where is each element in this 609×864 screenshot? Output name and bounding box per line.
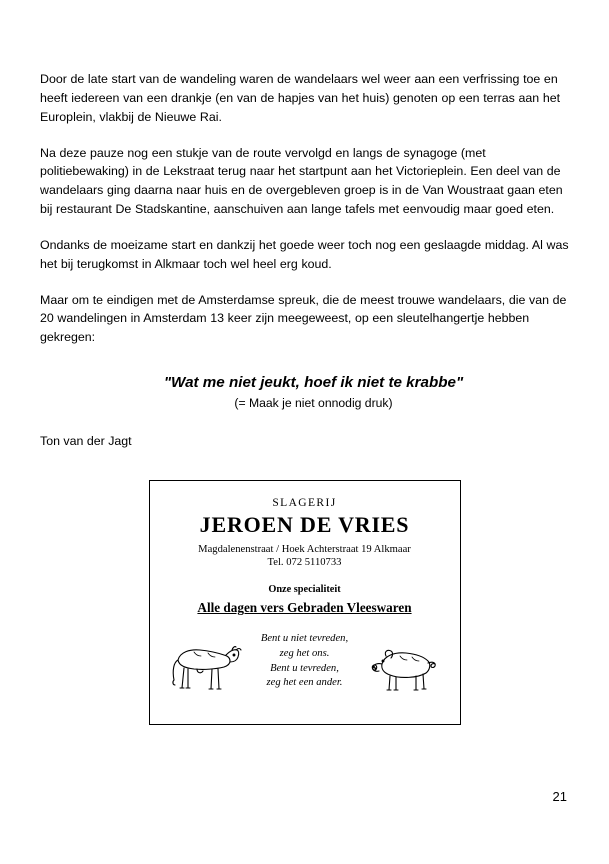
paragraph-4: Maar om te eindigen met de Amsterdamse spreuk, die de meest trouwe wandelaars, die van de 20 wandelingen in Amsterdam 13 keer zijn meegeweest, op een sleutelhangertje hebben gekregen: <box>40 292 567 345</box>
quote-main-text: "Wat me niet jeukt, hoef ik niet te krabbe" <box>163 374 464 392</box>
ad-telephone: Tel. 072 5110733 <box>267 557 342 569</box>
pig-illustration <box>370 644 444 701</box>
ad-lower-section <box>160 630 450 710</box>
ad-business-name: JEROEN DE VRIES <box>199 512 410 538</box>
advertisement-box <box>149 480 461 725</box>
advertisement <box>149 480 461 725</box>
cow-illustration <box>164 636 242 703</box>
ad-slogan-line-1: Bent u niet tevreden, <box>260 633 349 645</box>
quote-block <box>40 372 569 412</box>
quote-sub-text: (= Maak je niet onnodig druk) <box>234 396 393 411</box>
paragraph-3: Ondanks de moeizame start en dankzij het goede weer toch nog een geslaagde middag. Al was het bij terugkomst in Alkmaar toch wel heel erg koud. <box>40 237 569 271</box>
ad-address: Magdalenenstraat / Hoek Achterstraat 19 Alkmaar <box>198 544 411 556</box>
ad-kind-label: SLAGERIJ <box>272 497 337 510</box>
author-signature: Ton van der Jagt <box>40 434 132 449</box>
paragraph-2: Na deze pauze nog een stukje van de route vervolgd en langs de synagoge (met politiebewaking) in de Lekstraat terug naar het startpunt aan het Victorieplein. Een deel van de wandelaars ging daarna naar huis en de overgebleven groep is in de Van Woustraat gaan eten bij restaurant De Stadskantine, aanschuiven aan lange tafels met eenvoudig maar goed eten. <box>40 145 563 217</box>
ad-slogan-line-3: Bent u tevreden, <box>270 662 339 674</box>
page-number: 21 <box>552 789 567 804</box>
ad-specialty-label: Onze specialiteit <box>268 584 341 596</box>
ad-specialty: Alle dagen vers Gebraden Vleeswaren <box>197 600 412 616</box>
paragraph-1: Door de late start van de wandeling waren de wandelaars wel weer aan een verfrissing toe en heeft iedereen van een drankje (en van de hapjes van het huis) genoten op een terras aan het Europlein, vlakbij de Nieuwe Rai. <box>40 72 561 124</box>
ad-slogan-line-2: zeg het ons. <box>279 648 330 660</box>
ad-slogan <box>261 632 348 690</box>
ad-slogan-line-4: zeg het een ander. <box>266 677 343 689</box>
